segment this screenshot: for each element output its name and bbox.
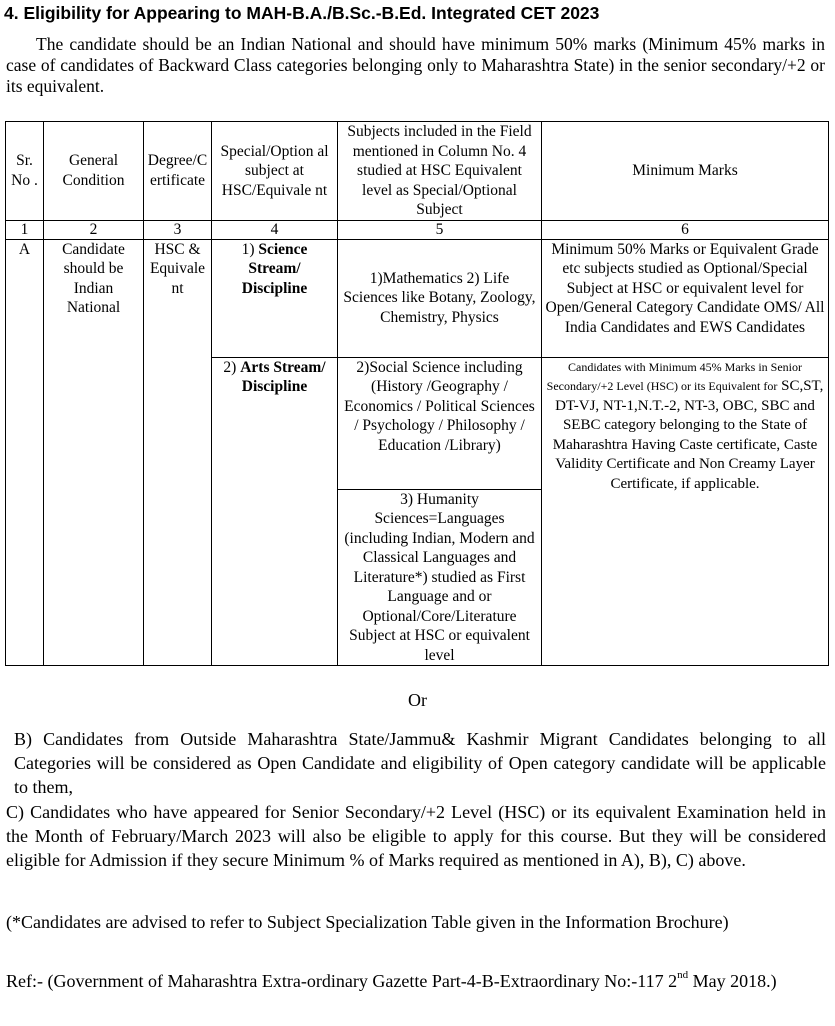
cell-arts-stream [212,357,338,666]
column-number: 4 [212,220,338,239]
reference-superscript: nd [677,969,689,981]
header-sr-no: Sr. No . [6,122,44,221]
cell-sr: A [6,239,44,666]
column-number: 6 [542,220,829,239]
paragraph-b: B) Candidates from Outside Maharashtra State/Jammu& Kashmir Migrant Candidates belonging to all Categories will be considered as Open Candidate and eligibility of Open category candidate will be applicable to them, [14,729,826,797]
column-number: 1 [6,220,44,239]
reference-end: May 2018.) [688,971,777,991]
science-prefix: 1) [241,240,259,258]
reference-text: Ref:- (Government of Maharashtra Extra-ordinary Gazette Part-4-B-Extraordinary No:-117 2 [6,971,678,991]
cell-arts-subjects: 2)Social Science including (History /Geography / Economics / Political Sciences / Psychology / Philosophy / Education /Library) [338,357,542,489]
reference-paragraph [6,969,826,993]
intro-paragraph: The candidate should be an Indian National and should have minimum 50% marks (Minimum 45% marks in case of candidates of Backward Class categories belonging only to Maharashtra State) in the senior secondary/+2 or its equivalent. [6,34,825,96]
document-page [0,2,835,1026]
eligibility-table [5,121,829,666]
marks-reserved-intro: Candidates with Minimum 45% Marks in Senior Secondary/+2 Level (HSC) or its Equivalent for [546,359,802,393]
column-number: 2 [44,220,144,239]
cell-science-subjects: 1)Mathematics 2) Life Sciences like Botany, Zoology, Chemistry, Physics [338,239,542,357]
cell-marks-reserved [542,357,829,666]
cell-marks-open: Minimum 50% Marks or Equivalent Grade etc subjects studied as Optional/Special Subject at HSC or equivalent level for Open/General Category Candidate OMS/ All India Candidates and EWS Candidates [542,239,829,357]
cell-science-stream [212,239,338,357]
arts-prefix: 2) [223,358,241,376]
table-row-science [6,239,829,357]
header-subjects-included: Subjects included in the Field mentioned in Column No. 4 studied at HSC Equivalent level as Special/Optional Subject [338,122,542,221]
or-separator: Or [408,690,427,710]
column-number: 3 [144,220,212,239]
cell-degree: HSC & Equivale nt [144,239,212,666]
science-label: Science Stream/ Discipline [241,240,308,297]
column-number-row [6,220,829,239]
arts-label: Arts Stream/ Discipline [240,358,326,395]
column-number: 5 [338,220,542,239]
table-header-row [6,122,829,221]
note-paragraph: (*Candidates are advised to refer to Subject Specialization Table given in the Information Brochure) [6,912,729,932]
header-general-condition: General Condition [44,122,144,221]
header-minimum-marks: Minimum Marks [542,122,829,221]
cell-humanity-subjects: 3) Humanity Sciences=Languages (including Indian, Modern and Classical Languages and Literature*) studied as First Language and or Optional/Core/Literature Subject at HSC or equivalent level [338,489,542,666]
paragraph-c: C) Candidates who have appeared for Senior Secondary/+2 Level (HSC) or its equivalent Examination held in the Month of February/March 2023 will also be eligible to apply for this course. But they will be considered eligible for Admission if they secure Minimum % of Marks required as mentioned in A), B), C) above. [6,802,826,870]
section-heading: 4. Eligibility for Appearing to MAH-B.A./B.Sc.-B.Ed. Integrated CET 2023 [4,3,600,23]
header-degree: Degree/C ertificate [144,122,212,221]
cell-general-condition: Candidate should be Indian National [44,239,144,666]
header-special-subject: Special/Option al subject at HSC/Equivale nt [212,122,338,221]
marks-reserved-text: SC,ST, DT-VJ, NT-1,N.T.-2, NT-3, OBC, SBC and SEBC category belonging to the State of Maharashtra Having Caste certificate, Caste Validity Certificate and Non Creamy Layer Certificate, if applicable. [552,378,824,492]
